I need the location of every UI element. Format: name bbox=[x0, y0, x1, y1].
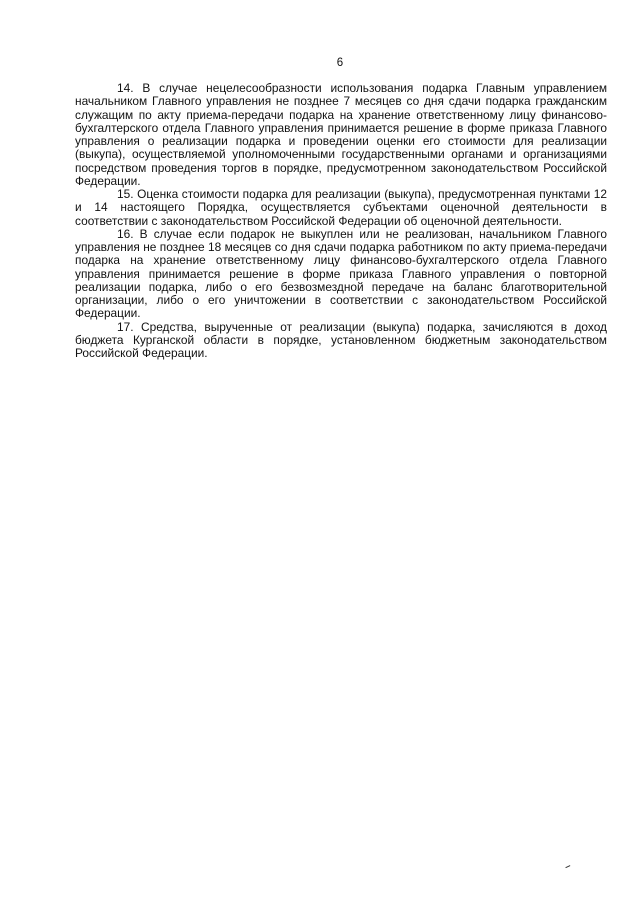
scan-mark bbox=[565, 865, 571, 871]
paragraph-16: 16. В случае если подарок не выкуплен или не реализован, начальником Главного управления не позднее 18 месяцев со дня сдачи подарка работником по акту приема-передачи подарка на хранение ответственному лицу финансово-бухгалтерского отдела Главного управления принимается решение в форме приказа Главного управления о повторной реализации подарка, либо о его безвозмездной передаче на баланс благотворительной организации, либо о его уничтожении в соответствии с законодательством Российской Федерации. bbox=[75, 226, 607, 321]
paragraph-17: 17. Средства, вырученные от реализации (выкупа) подарка, зачисляются в доход бюджета Курганской области в порядке, установленном бюджетным законодательством Российской Федерации. bbox=[75, 319, 607, 360]
document-body bbox=[75, 82, 607, 360]
paragraph-14: 14. В случае нецелесообразности использования подарка Главным управлением начальником Главного управления не позднее 7 месяцев со дня сдачи подарка гражданским служащим по акту приема-передачи подарка на хранение ответственному лицу финансово-бухгалтерского отдела Главного управления принимается решение в форме приказа Главного управления о реализации подарка и проведении оценки его стоимости для реализации (выкупа), осуществляемой уполномоченными государственными органами и организациями посредством проведения торгов в порядке, предусмотренном законодательством Российской Федерации. bbox=[75, 81, 607, 188]
page-number: 6 bbox=[336, 57, 344, 69]
paragraph-15: 15. Оценка стоимости подарка для реализации (выкупа), предусмотренная пунктами 12 и 14 настоящего Порядка, осуществляется субъектами оценочной деятельности в соответствии с законодательством Российской Федерации об оценочной деятельности. bbox=[75, 187, 607, 228]
